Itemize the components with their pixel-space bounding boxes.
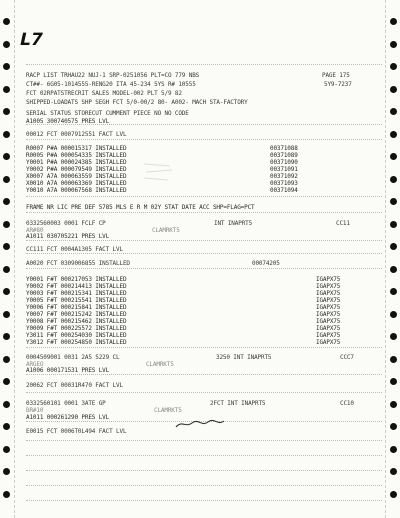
report-cell: IGAPX75 (316, 283, 341, 290)
report-cell: Y0005 F#T 000215541 INSTALLED (26, 297, 127, 304)
report-line (26, 260, 382, 268)
report-cell: 0004509001 0031 2A5 5229 CL (26, 354, 120, 361)
dotted-rule (26, 139, 382, 140)
feed-hole (3, 221, 10, 228)
report-cell: AR#80 (26, 227, 44, 234)
feed-hole (3, 131, 10, 138)
feed-hole (390, 221, 397, 228)
feed-hole (3, 446, 10, 453)
dotted-rule (26, 455, 382, 456)
report-cell: RACP LIST TRHAU22 NUJ-1 SRP-0251056 PLT=CO 779 NBS (26, 72, 200, 79)
report-cell: 00371093 (270, 180, 298, 187)
feed-hole (3, 491, 10, 498)
report-cell: BR#10 (26, 407, 44, 414)
report-line (26, 131, 382, 139)
report-cell: ARGEO (26, 361, 44, 368)
report-cell: IGAPX75 (316, 276, 341, 283)
report-cell: 00371092 (270, 173, 298, 180)
report-cell: IGAPX75 (316, 325, 341, 332)
report-cell: 5Y9-7237 (324, 81, 352, 88)
report-cell: A1006 000171531 PRES LVL (26, 367, 110, 374)
report-cell: Y3011 F#T 000254030 INSTALLED (26, 332, 127, 339)
dotted-rule (26, 124, 382, 125)
feed-hole (390, 311, 397, 318)
dotted-rule (26, 212, 382, 213)
report-cell: Y0008 F#T 000215462 INSTALLED (26, 318, 127, 325)
report-line (26, 382, 382, 390)
feed-hole (3, 423, 10, 430)
report-cell: Y0010 A7A 000067568 INSTALLED (26, 187, 127, 194)
feed-hole (390, 266, 397, 273)
feed-hole (3, 356, 10, 363)
feed-hole (3, 176, 10, 183)
report-cell: IGAPX75 (316, 339, 341, 346)
report-cell: A1011 030705221 PRES LVL (26, 233, 110, 240)
feed-hole (390, 63, 397, 70)
report-cell: CLAMRKT5 (154, 407, 182, 414)
perforation-right (385, 0, 386, 518)
report-cell: 20062 FCT 00031R470 FACT LVL (26, 382, 123, 389)
feed-hole (390, 86, 397, 93)
report-cell: CT##- 6G05-1014555-RENG20 ITA 45-234 5YS R# 10555 (26, 81, 196, 88)
feed-hole (390, 18, 397, 25)
feed-hole (390, 131, 397, 138)
dotted-rule (26, 485, 382, 486)
feed-hole (390, 356, 397, 363)
report-line (26, 72, 382, 80)
report-cell: Y0001 P#A 000024385 INSTALLED (26, 159, 127, 166)
feed-hole (3, 198, 10, 205)
report-cell: CLAMRKT5 (152, 227, 180, 234)
report-line (26, 110, 382, 118)
stamp-mark: L7 (17, 30, 45, 50)
report-cell: 00371091 (270, 166, 298, 173)
report-cell: Y0009 F#T 000225572 INSTALLED (26, 325, 127, 332)
smudge-mark (140, 160, 176, 184)
report-cell: Y0007 F#T 000215242 INSTALLED (26, 311, 127, 318)
report-cell: CLAMRKT5 (146, 361, 174, 368)
report-cell: IGAPX75 (316, 304, 341, 311)
feed-hole (390, 401, 397, 408)
report-cell: INT INAPRT5 (214, 220, 253, 227)
report-cell: IGAPX75 (316, 318, 341, 325)
report-cell: 00371090 (270, 159, 298, 166)
feed-hole (3, 311, 10, 318)
feed-hole (390, 41, 397, 48)
report-cell: Y0006 F#T 000215841 INSTALLED (26, 304, 127, 311)
dotted-rule (26, 440, 382, 441)
feed-hole (3, 333, 10, 340)
report-cell: 2FCT INT INAPRT5 (210, 400, 266, 407)
report-cell: SERIAL STATUS STORECUT CUMMENT PIECE NO NO CODE (26, 110, 189, 117)
report-cell: Y3012 F#T 000254850 INSTALLED (26, 339, 127, 346)
report-cell: FRAME NR LIC PRE DEF 5785 MLS E R M 02Y STAT DATE ACC SHP=FLAG=PCT (26, 204, 255, 211)
report-cell: 00371094 (270, 187, 298, 194)
report-cell: 3250 INT INAPRT5 (216, 354, 272, 361)
report-line (26, 90, 382, 98)
feed-hole (390, 176, 397, 183)
feed-hole (3, 86, 10, 93)
report-cell: A0020 FCT 0309006855 INSTALLED (26, 260, 130, 267)
feed-hole (390, 288, 397, 295)
feed-hole (390, 468, 397, 475)
dotted-rule (26, 374, 382, 375)
report-cell: 00371088 (270, 145, 298, 152)
report-cell: R0005 P#A 000054335 INSTALLED (26, 152, 127, 159)
feed-hole (3, 468, 10, 475)
report-cell: A1005 300740575 PRES LVL (26, 118, 110, 125)
report-cell: IGAPX75 (316, 311, 341, 318)
tractor-feed-holes-left (0, 0, 12, 518)
feed-hole (3, 401, 10, 408)
report-line (26, 339, 382, 347)
report-cell: IGAPX75 (316, 332, 341, 339)
feed-hole (390, 198, 397, 205)
feed-hole (390, 333, 397, 340)
report-cell: Y0002 F#T 000214413 INSTALLED (26, 283, 127, 290)
dotted-rule (26, 64, 382, 65)
report-cell: IGAPX75 (316, 290, 341, 297)
report-line (26, 187, 382, 195)
report-line (26, 204, 382, 212)
dotted-rule (26, 470, 382, 471)
feed-hole (3, 41, 10, 48)
report-cell: Y0003 F#T 000215341 INSTALLED (26, 290, 127, 297)
feed-hole (390, 243, 397, 250)
feed-hole (390, 446, 397, 453)
report-cell: FCT 02RPATSTRECRIT SALES MODEL-002 PLT 5/9 82 (26, 90, 182, 97)
report-cell: Y0002 P#A 000079549 INSTALLED (26, 166, 127, 173)
report-cell: 00012 FCT 0007912551 FACT LVL (26, 131, 127, 138)
feed-hole (390, 108, 397, 115)
feed-hole (390, 378, 397, 385)
tractor-feed-holes-right (388, 0, 400, 518)
handwritten-signature (174, 418, 226, 430)
report-cell: Y0001 F#T 000217053 INSTALLED (26, 276, 127, 283)
dotted-rule (26, 500, 382, 501)
report-cell: SHIPPED-LOADATS SHP SEGH FCT 5/0-00/2 80- A002- MACH STA-FACTORY (26, 99, 248, 106)
dotted-rule (26, 240, 382, 241)
report-cell: CC11 (336, 220, 350, 227)
report-cell: IGAPX75 (316, 297, 341, 304)
feed-hole (3, 18, 10, 25)
report-cell: PAGE 175 (322, 72, 350, 79)
report-cell: 00371089 (270, 152, 298, 159)
report-cell: CC111 FCT 0004A1305 FACT LVL (26, 246, 123, 253)
dotted-rule (26, 268, 382, 269)
feed-hole (3, 63, 10, 70)
feed-hole (3, 378, 10, 385)
feed-hole (3, 288, 10, 295)
report-line (26, 99, 382, 107)
feed-hole (3, 243, 10, 250)
report-cell: CCC7 (340, 354, 354, 361)
report-cell: X0007 A7A 000063559 INSTALLED (26, 173, 127, 180)
dotted-rule (26, 392, 382, 393)
dotted-rule (26, 347, 382, 348)
perforation-left (14, 0, 15, 518)
feed-hole (3, 153, 10, 160)
report-cell: R0007 P#A 000015317 INSTALLED (26, 145, 127, 152)
report-cell: CC10 (340, 400, 354, 407)
report-cell: E0015 FCT 0006T0L494 FACT LVL (26, 428, 127, 435)
dotted-rule (26, 196, 382, 197)
feed-hole (3, 266, 10, 273)
report-cell: X0010 A7A 000063369 INSTALLED (26, 180, 127, 187)
feed-hole (390, 491, 397, 498)
dotted-rule (26, 253, 382, 254)
report-cell: 0332560003 0001 FCLF CP (26, 220, 106, 227)
report-cell: 0332560101 0001 3ATE GP (26, 400, 106, 407)
report-cell: 00074205 (252, 260, 280, 267)
report-line (26, 81, 382, 89)
feed-hole (390, 423, 397, 430)
report-cell: A1011 000261290 PRES LVL (26, 414, 110, 421)
feed-hole (3, 108, 10, 115)
feed-hole (390, 153, 397, 160)
